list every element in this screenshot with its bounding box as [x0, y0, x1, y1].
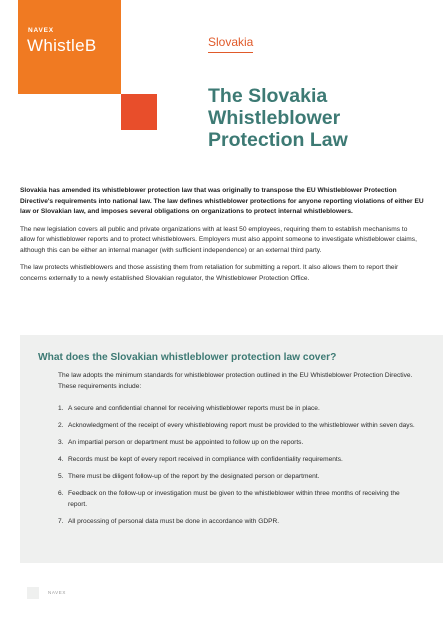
- list-item-number: 7.: [58, 517, 64, 525]
- list-item-text: There must be diligent follow-up of the report by the designated person or department.: [68, 473, 320, 480]
- list-item: [58, 438, 418, 449]
- coverage-intro: The law adopts the minimum standards for whistleblower protection outlined in the EU Whistleblower Protection Directive. These requirements include:: [58, 372, 413, 390]
- intro-lead-paragraph: Slovakia has amended its whistleblower protection law that was originally to transpose the EU Whistleblower Protection Directive's requirements into national law. The law defines whistleblower protections for anyone reporting violations of either EU law or Slovakian law, and imposes several obligations on organizations to protect internal whistleblowers.: [20, 187, 424, 215]
- coverage-box: [20, 335, 443, 563]
- list-item-number: 3.: [58, 439, 64, 446]
- decorative-square: [121, 94, 157, 130]
- intro-paragraph-2: The new legislation covers all public and private organizations with at least 50 employees, requiring them to establish mechanisms to allow for whistleblower reports and to protect whistleblowers. Employers must also appoint someone to investigate whistleblower claims, although this can be either an internal manager (with sufficient independence) or an external third party.: [20, 225, 417, 254]
- list-item: [58, 421, 418, 432]
- list-item: [58, 404, 418, 415]
- list-item: [58, 472, 418, 483]
- list-item-number: 6.: [58, 490, 64, 497]
- intro-paragraph-3: The law protects whistleblowers and those assisting them from retaliation for submitting a report. It also allows them to report their concerns externally to a newly established Slovakian regulator, the Whistleblower Protection Office.: [20, 264, 399, 282]
- country-label: Slovakia: [208, 35, 253, 53]
- logo-navex-text: NAVEX: [28, 27, 54, 34]
- logo-whistleb-text: WhistleB: [27, 36, 97, 55]
- list-item-number: 5.: [58, 473, 64, 480]
- list-item: [58, 517, 418, 528]
- list-item-text: Acknowledgment of the receipt of every whistleblowing report must be provided to the whistleblower within seven days.: [68, 422, 415, 429]
- list-item-text: Feedback on the follow-up or investigation must be given to the whistleblower within three months of receiving the report.: [68, 490, 400, 508]
- footer-page-box: [27, 587, 39, 599]
- list-item-number: 4.: [58, 456, 64, 463]
- footer-label: NAVEX: [48, 590, 66, 595]
- page-title: The Slovakia Whistleblower Protection Law: [208, 85, 348, 151]
- list-item-text: All processing of personal data must be done in accordance with GDPR.: [68, 517, 280, 525]
- requirements-list: [58, 404, 418, 534]
- list-item: [58, 455, 418, 466]
- list-item-text: Records must be kept of every report received in compliance with confidentiality requirements.: [68, 456, 343, 463]
- list-item-text: An impartial person or department must be appointed to follow up on the reports.: [68, 439, 304, 446]
- intro-section: [20, 186, 424, 291]
- list-item-text: A secure and confidential channel for receiving whistleblower reports must be in place.: [68, 405, 320, 412]
- list-item-number: 1.: [58, 405, 64, 412]
- brand-logo-block: [18, 0, 121, 94]
- coverage-heading: What does the Slovakian whistleblower protection law cover?: [38, 352, 337, 363]
- list-item-number: 2.: [58, 422, 64, 429]
- list-item: [58, 489, 418, 510]
